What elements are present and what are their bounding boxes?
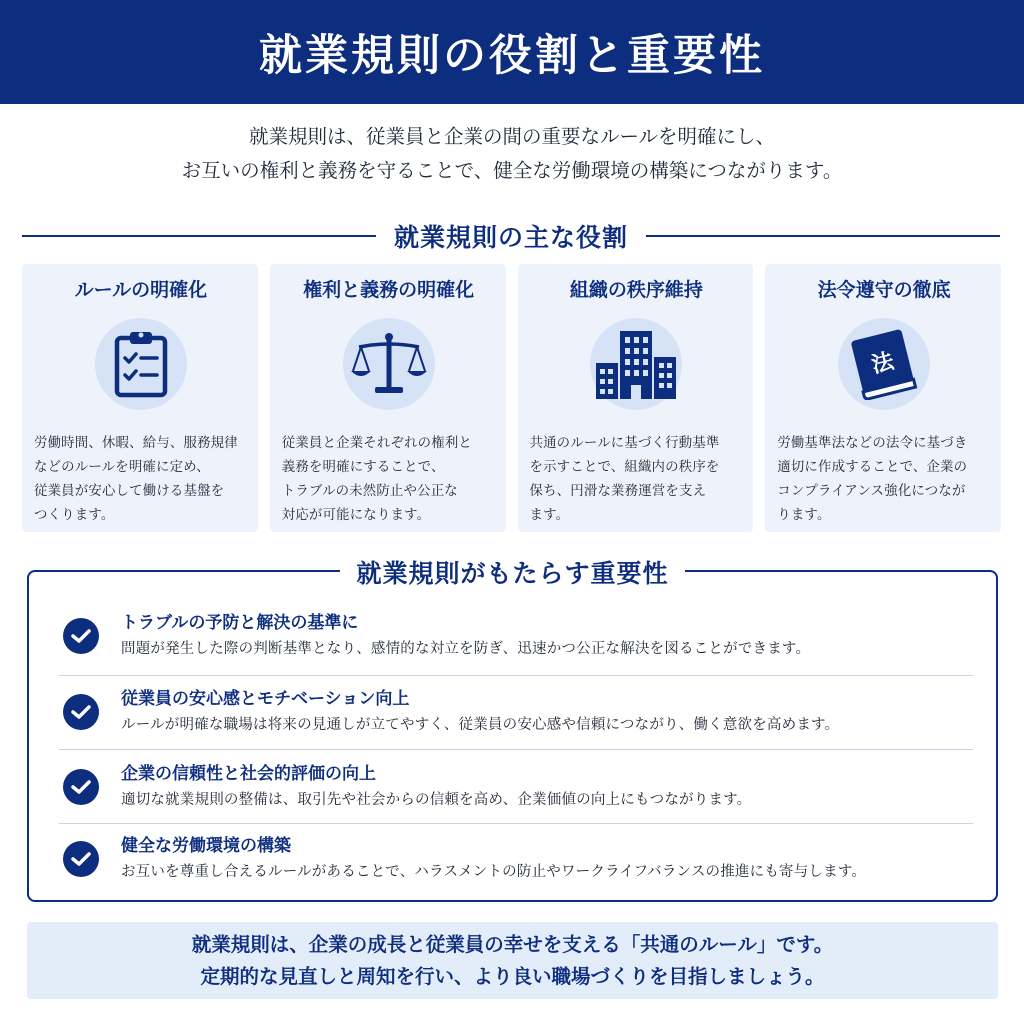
buildings-icon — [590, 318, 682, 410]
role-card-text: 労働時間、休暇、給与、服務規律 などのルールを明確に定め、 従業員が安心して働ける基盤を つくります。 — [34, 436, 238, 523]
intro-line-1: 就業規則は、従業員と企業の間の重要なルールを明確にし、 — [248, 125, 776, 148]
summary-line-1: 就業規則は、企業の成長と従業員の幸せを支える「共通のルール」です。 — [191, 932, 834, 956]
check-circle-icon — [63, 694, 99, 730]
role-card-text: 従業員と企業それぞれの権利と 義務を明確にすることで、 トラブルの未然防止や公正な 対応が可能になります。 — [281, 436, 473, 523]
roles-section-title: 就業規則の主な役割 — [394, 223, 629, 252]
intro-line-2: お互いの権利と義務を守ることで、健全な労働環境の構築につながります。 — [181, 159, 843, 182]
importance-item — [59, 602, 971, 676]
book-label: 法 — [869, 347, 897, 379]
importance-item-heading: トラブルの予防と解決の基準に — [121, 613, 359, 633]
clipboard-checklist-icon — [95, 318, 187, 410]
item-divider — [59, 675, 973, 676]
roles-section-header — [22, 216, 1000, 256]
page-title: 就業規則の役割と重要性 — [259, 30, 765, 81]
importance-item-heading: 健全な労働環境の構築 — [121, 836, 291, 856]
importance-section — [27, 559, 998, 902]
role-card-title: ルールの明確化 — [74, 279, 208, 301]
item-divider — [59, 749, 973, 750]
importance-item — [59, 753, 971, 827]
check-circle-icon — [63, 618, 99, 654]
check-circle-icon — [63, 841, 99, 877]
role-card-rules — [22, 264, 258, 532]
importance-item-description: 問題が発生した際の判断基準となり、感情的な対立を防ぎ、迅速かつ公正な解決を図ることができます。 — [121, 641, 811, 657]
summary-line-2: 定期的な見直しと周知を行い、より良い職場づくりを目指しましょう。 — [200, 964, 825, 988]
check-circle-icon — [63, 769, 99, 805]
importance-item-heading: 企業の信頼性と社会的評価の向上 — [121, 764, 376, 784]
importance-item-description: ルールが明確な職場は将来の見通しが立てやすく、従業員の安心感や信頼につながり、働く意欲を高めます。 — [121, 717, 840, 733]
roles-cards — [22, 264, 1001, 532]
role-card-title: 組織の秩序維持 — [569, 279, 703, 301]
role-card-title: 権利と義務の明確化 — [303, 279, 475, 301]
summary-banner — [27, 922, 998, 999]
item-divider — [59, 823, 973, 824]
importance-item — [59, 825, 971, 899]
role-card-text: 労働基準法などの法令に基づき 適切に作成することで、企業の コンプライアンス強化につなが ります。 — [777, 436, 968, 523]
intro-text — [0, 120, 1024, 188]
page-header — [0, 0, 1024, 104]
role-card-order — [518, 264, 754, 532]
divider-right — [646, 235, 1000, 237]
importance-item — [59, 678, 971, 752]
law-book-icon — [838, 318, 930, 410]
importance-item-description: 適切な就業規則の整備は、取引先や社会からの信頼を高め、企業価値の向上にもつながります。 — [121, 792, 752, 808]
importance-item-heading: 従業員の安心感とモチベーション向上 — [121, 689, 410, 709]
role-card-rights — [270, 264, 506, 532]
scales-icon — [343, 318, 435, 410]
divider-left — [22, 235, 376, 237]
role-card-compliance — [765, 264, 1001, 532]
importance-item-description: お互いを尊重し合えるルールがあることで、ハラスメントの防止やワークライフバランスの推進にも寄与します。 — [121, 864, 867, 880]
importance-section-title: 就業規則がもたらす重要性 — [340, 559, 684, 588]
role-card-text: 共通のルールに基づく行動基準 を示すことで、組織内の秩序を 保ち、円滑な業務運営を支え ます。 — [529, 436, 720, 523]
role-card-title: 法令遵守の徹底 — [817, 279, 951, 301]
